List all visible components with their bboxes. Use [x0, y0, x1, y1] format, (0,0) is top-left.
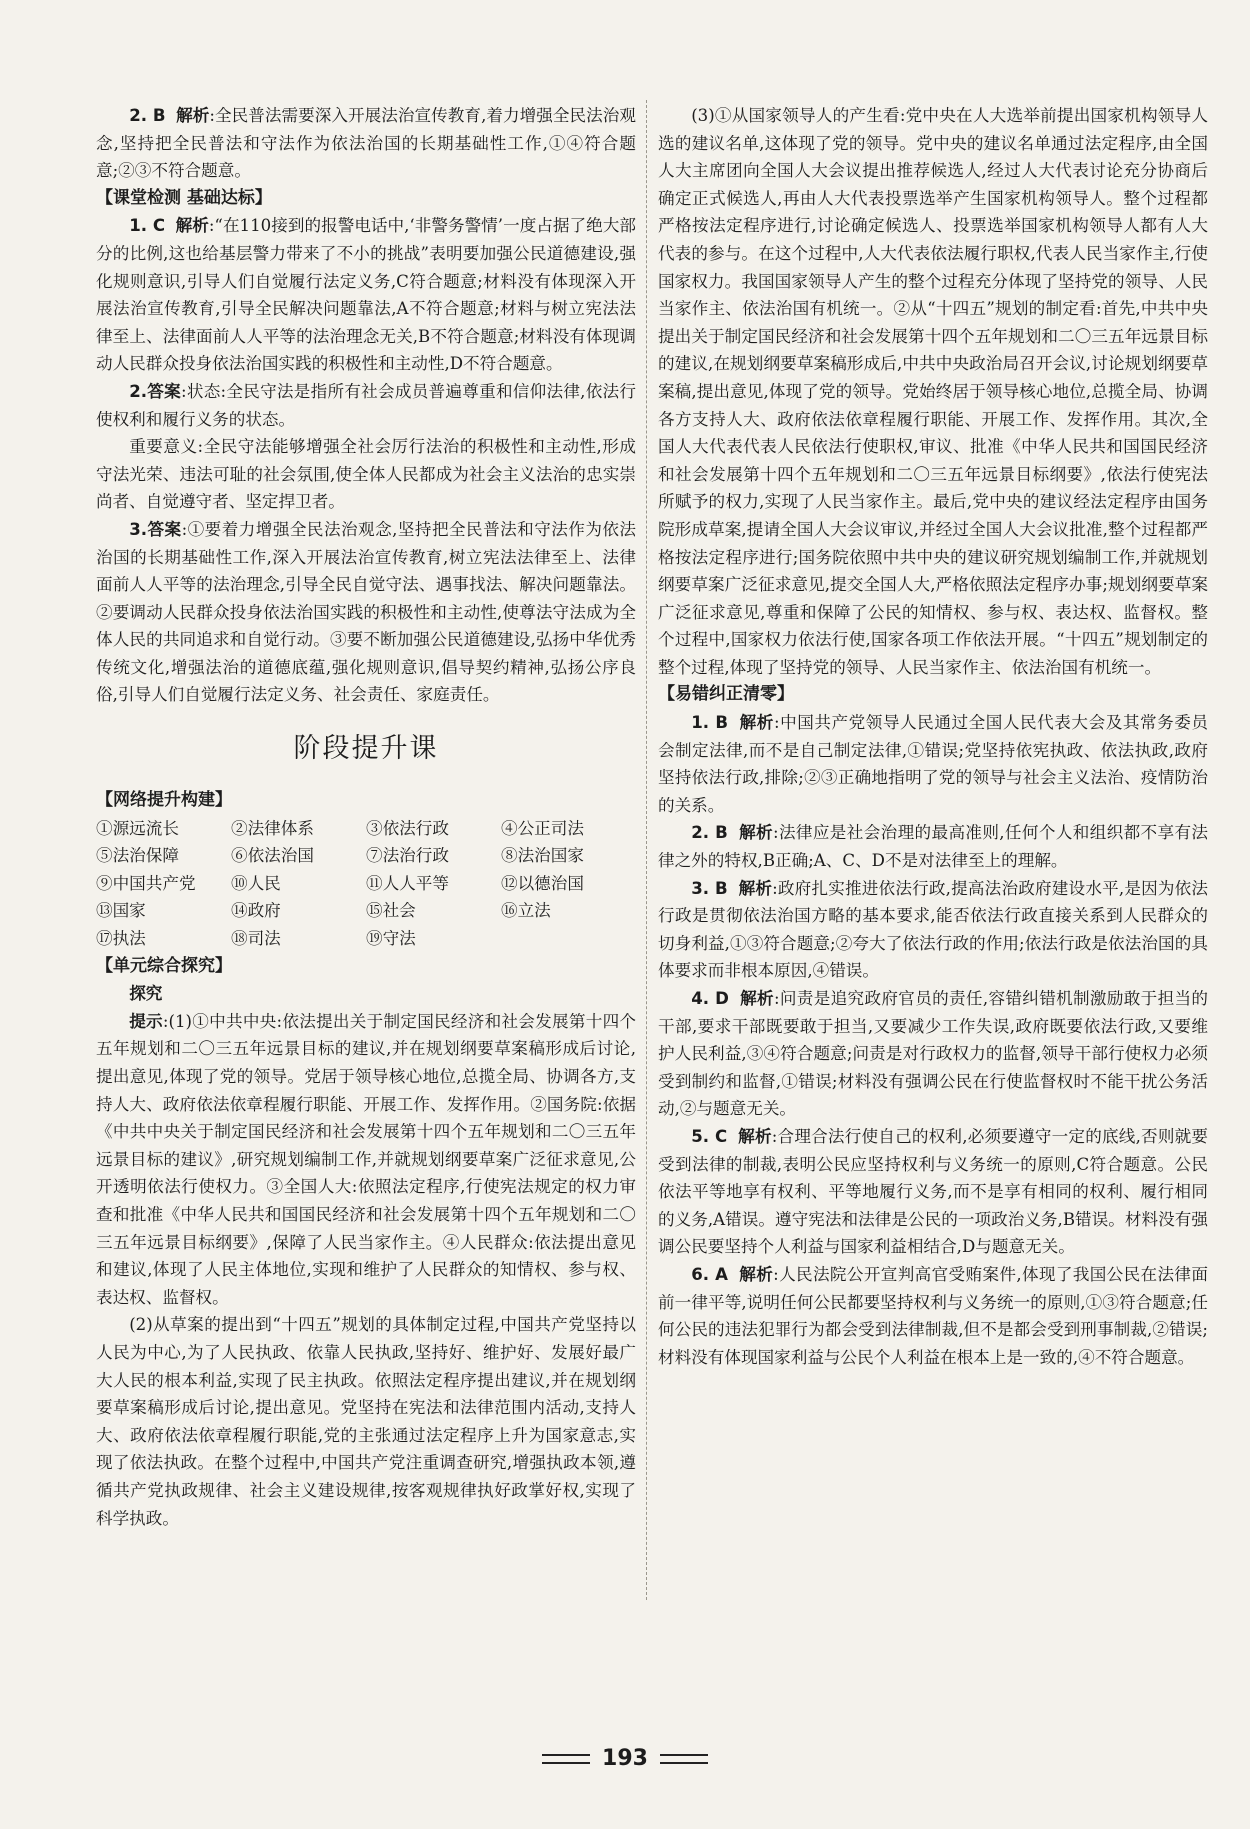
- answer-text: :法律应是社会治理的最高准则,任何个人和组织都不享有法律之外的特权,B正确;A、C、D不是对法律至上的理解。: [658, 823, 1208, 871]
- grid-item: ④公正司法: [501, 818, 584, 838]
- answer-text: :“在110接到的报警电话中,‘非警务警情’一度占据了绝大部分的比例,这也给基层警力带来了不小的挑战”表明要加强公民道德建设,强化规则意识,引导人们自觉履行法定义务,C符合题意;材料没有体现深入开展法治宣传教育,引导全民解决问题靠法,A不符合题意;材料与树立宪法法律至上、法律面前人人平等的法治理念无关,B不符合题意;材料没有体现调动人民群众投身依法治国实践的积极性和主动性,D不符合题意。: [96, 216, 636, 374]
- grid-item: ⑰执法: [96, 929, 146, 949]
- stage-title: 阶段提升课: [293, 733, 439, 765]
- footer-rule-left: [542, 1754, 590, 1764]
- grid-item: ②法律体系: [231, 818, 314, 838]
- grid-item: ⑩人民: [231, 873, 281, 893]
- hint-label: 提示: [129, 1011, 163, 1031]
- section-heading-unit-explore: 【单元综合探究】: [96, 955, 232, 976]
- answer-label: 答案: [147, 381, 181, 401]
- hint-text: :(1)①中共中央:依法提出关于制定国民经济和社会发展第十四个五年规划和二〇三五年远景目标的建议,并在规划纲要草案稿形成后讨论,提出意见,体现了党的领导。党居于领导核心地位,总揽全局、协调各方,支持人大、政府依法依章程履行职能、开展工作、发挥作用。②国务院:依据《中共中央关于制定国民经济和社会发展第十四个五年规划和二〇三五年远景目标的建议》,研究规划编制工作,并就规划纲要草案广泛征求意见,公开透明依法行使权力。③全国人大:依照法定程序,行使宪法规定的权力审查和批准《中华人民共和国国民经济和社会发展第十四个五年规划和二〇三五年远景目标纲要》,保障了人民当家作主。④人民群众:依法提出意见和建议,体现了人民主体地位,实现和维护了人民群众的知情权、参与权、表达权、监督权。: [96, 1011, 637, 1307]
- question-number: 5. C: [691, 1126, 728, 1146]
- grid-item: ⑬国家: [96, 901, 146, 921]
- question-number: 2.: [129, 381, 148, 401]
- page-number: 193: [602, 1746, 648, 1771]
- column-divider: [646, 100, 647, 1600]
- analysis-label: 解析: [739, 713, 774, 733]
- section-heading-network: 【网络提升构建】: [96, 790, 232, 811]
- answer-text: :①要着力增强全民法治观念,坚持把全民普法和守法作为依法治国的长期基础性工作,深入开展法治宣传教育,树立宪法法律至上、法律面前人人平等的法治理念,引导全民自觉守法、遇事找法、解决问题靠法。②要调动人民群众投身依法治国实践的积极性和主动性,使尊法守法成为全体人民的共同追求和自觉行动。③要不断加强公民道德建设,弘扬中华优秀传统文化,增强法治的道德底蕴,强化规则意识,倡导契约精神,弘扬公序良俗,引导人们自觉履行法定义务、社会责任、家庭责任。: [96, 519, 637, 705]
- grid-item: ⑲守法: [366, 929, 416, 949]
- footer-rule-right: [660, 1754, 708, 1764]
- answer-2b: [96, 102, 636, 185]
- grid-item: ⑯立法: [501, 901, 551, 921]
- analysis-label: 解析: [739, 823, 773, 843]
- grid-item: ⑧法治国家: [501, 846, 584, 866]
- answer-q1: [96, 212, 636, 378]
- answer-label: 答案: [147, 519, 182, 539]
- question-number: 2. B: [129, 106, 166, 125]
- grid-item: ⑱司法: [231, 929, 281, 949]
- grid-item: ③依法行政: [366, 818, 449, 838]
- grid-item: ⑨中国共产党: [96, 873, 196, 893]
- error-answer-6: [658, 1261, 1208, 1371]
- answer-text: :政府扎实推进依法行政,提高法治政府建设水平,是因为依法行政是贯彻依法治国方略的基本要求,能否依法行政直接关系到人民群众的切身利益,①③符合题意;②夸大了依法行政的作用;依法行政是依法治国的具体要求而非根本原因,④错误。: [658, 878, 1209, 981]
- answer-text: :全民普法需要深入开展法治宣传教育,着力增强全民法治观念,坚持把全民普法和守法作为依法治国的长期基础性工作,①④符合题意;②③不符合题意。: [96, 106, 636, 181]
- grid-item: ⑥依法治国: [231, 846, 314, 866]
- hint-part1: [96, 1008, 636, 1312]
- hint-part3: (3)①从国家领导人的产生看:党中央在人大选举前提出国家机构领导人选的建议名单,这体现了党的领导。党中央的建议名单通过法定程序,由全国人大主席团向全国人大会议提出推荐候选人,经过人大代表讨论充分协商后确定正式候选人,再由人大代表投票选举产生国家机构领导人。整个过程都严格按法定程序进行,讨论确定候选人、投票选举国家机构领导人都有人大代表的参与。在这个过程中,人大代表依法履行职权,代表人民当家作主,行使国家权力。我国国家领导人产生的整个过程充分体现了坚持党的领导、人民当家作主、依法治国有机统一。②从“十四五”规划的制定看:首先,中共中央提出关于制定国民经济和社会发展第十四个五年规划和二〇三五年远景目标的建议,在规划纲要草案稿形成后,中共中央政治局召开会议,讨论规划纲要草案稿,提出意见,体现了党的领导。党始终居于领导核心地位,总揽全局、协调各方支持人大、政府依法依章程履行职能、开展工作、发挥作用。其次,全国人大代表代表人民依法行使职权,审议、批准《中华人民共和国国民经济和社会发展第十四个五年规划和二〇三五年远景目标纲要》,依法行使宪法所赋予的权力,实现了人民当家作主。最后,党中央的建议经法定程序由国务院形成草案,提请全国人大会议审议,并经过全国人大会议批准,整个过程都严格按法定程序进行;国务院依照中共中央的建议研究规划编制工作,并就规划纲要草案广泛征求意见,提交全国人大,严格依照法定程序办事;规划纲要草案广泛征求意见,尊重和保障了公民的知情权、参与权、表达权、监督权。整个过程中,国家权力依法行使,国家各项工作依法开展。“十四五”规划制定的整个过程,体现了坚持党的领导、人民当家作主、依法治国有机统一。: [658, 106, 1208, 677]
- analysis-label: 解析: [740, 989, 774, 1008]
- question-number: 2. B: [691, 823, 728, 843]
- answer-text: :问责是追究政府官员的责任,容错纠错机制激励敢于担当的干部,要求干部既要敢于担当,又要减少工作失误,政府既要依法行政,又要维护人民利益,③④符合题意;问责是对行政权力的监督,领导干部行使权力必须受到制约和监督,①错误;材料没有强调公民在行使监督权时不能干扰公务活动,②与题意无关。: [658, 989, 1209, 1119]
- knowledge-grid: [96, 815, 636, 953]
- error-answer-2: [658, 819, 1208, 874]
- section-heading-error-correction: 【易错纠正清零】: [658, 684, 794, 705]
- question-number: 1. B: [691, 713, 729, 733]
- grid-item: ⑮社会: [366, 901, 416, 921]
- error-answer-3: [658, 875, 1208, 985]
- analysis-label: 解析: [739, 1264, 774, 1284]
- answer-text: :状态:全民守法是指所有社会成员普遍尊重和信仰法律,依法行使权利和履行义务的状态。: [96, 381, 636, 429]
- grid-item: ⑦法治行政: [366, 846, 449, 866]
- question-number: 4. D: [691, 989, 729, 1008]
- grid-item: ⑤法治保障: [96, 846, 179, 866]
- error-answer-5: [658, 1123, 1208, 1261]
- left-column: [96, 102, 636, 1532]
- answer-q3: [96, 516, 636, 709]
- section-heading-classroom-test: 【课堂检测 基础达标】: [96, 187, 272, 208]
- analysis-label: 解析: [175, 216, 209, 236]
- grid-item: ⑫以德治国: [501, 873, 584, 893]
- explore-title: 探究: [129, 984, 163, 1004]
- question-number: 3.: [129, 519, 148, 539]
- question-number: 1. C: [129, 216, 166, 236]
- question-number: 3. B: [691, 878, 728, 898]
- error-answer-4: [658, 985, 1208, 1123]
- page-footer: [0, 1746, 1250, 1771]
- grid-item: ①源远流长: [96, 818, 179, 838]
- answer-text: :合理合法行使自己的权利,必须要遵守一定的底线,否则就要受到法律的制裁,表明公民应坚持权利与义务统一的原则,C符合题意。公民依法平等地享有权利、平等地履行义务,而不是享有相同的权利、履行相同的义务,A错误。遵守宪法和法律是公民的一项政治义务,B错误。材料没有强调公民要坚持个人利益与国家利益相结合,D与题意无关。: [658, 1126, 1209, 1257]
- grid-item: ⑪人人平等: [366, 873, 449, 893]
- analysis-label: 解析: [176, 106, 210, 125]
- answer-text: :人民法院公开宣判高官受贿案件,体现了我国公民在法律面前一律平等,说明任何公民都要坚持权利与义务统一的原则,①③符合题意;任何公民的违法犯罪行为都会受到法律制裁,但不是都会受到刑事制裁,②错误;材料没有体现国家利益与公民个人利益在根本上是一致的,④不符合题意。: [658, 1264, 1208, 1367]
- answer-q2-significance: 重要意义:全民守法能够增强全社会厉行法治的积极性和主动性,形成守法光荣、违法可耻的社会氛围,使全体人民都成为社会主义法治的忠实崇尚者、自觉遵守者、坚定捍卫者。: [96, 437, 636, 512]
- answer-text: :中国共产党领导人民通过全国人民代表大会及其常务委员会制定法律,而不是自己制定法律,①错误;党坚持依宪执政、依法执政,政府坚持依法行政,排除;②③正确地指明了党的领导与社会主义法治、疫情防治的关系。: [658, 713, 1208, 815]
- question-number: 6. A: [691, 1264, 729, 1284]
- right-column: [658, 102, 1208, 1371]
- analysis-label: 解析: [738, 878, 773, 898]
- answer-q2: [96, 378, 636, 433]
- hint-part2: (2)从草案的提出到“十四五”规划的具体制定过程,中国共产党坚持以人民为中心,为了人民执政、依靠人民执政,坚持好、维护好、发展好最广大人民的根本利益,实现了民主执政。依照法定程序提出建议,并在规划纲要草案稿形成后讨论,提出意见。党坚持在宪法和法律范围内活动,支持人大、政府依法依章程履行职能,党的主张通过法定程序上升为国家意志,实现了依法执政。在整个过程中,中国共产党注重调查研究,增强执政本领,遵循共产党执政规律、社会主义建设规律,按客观规律执好政掌好权,实现了科学执政。: [96, 1315, 636, 1528]
- analysis-label: 解析: [738, 1126, 772, 1146]
- grid-item: ⑭政府: [231, 901, 281, 921]
- error-answer-1: [658, 709, 1208, 819]
